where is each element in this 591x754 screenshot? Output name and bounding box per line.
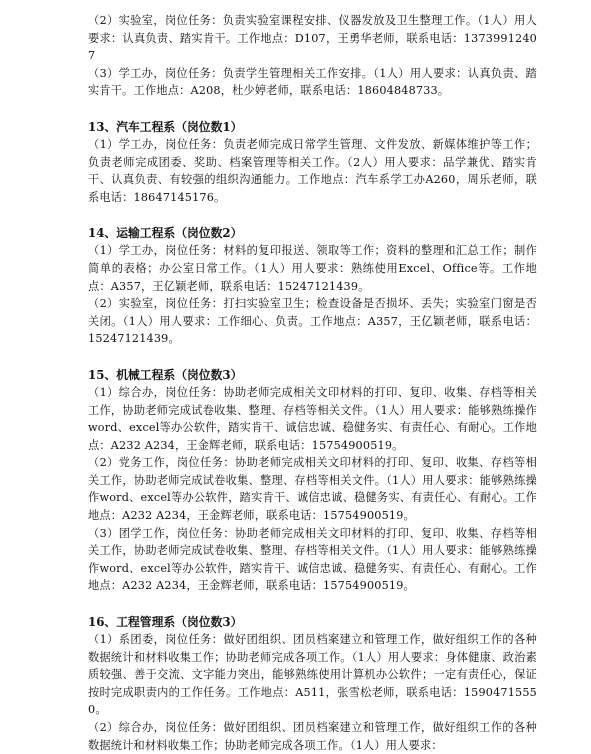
section-heading: 16、工程管理系（岗位数3）: [88, 615, 243, 630]
section-heading: 13、汽车工程系（岗位数1）: [88, 119, 243, 134]
section-automotive: [88, 118, 537, 206]
section-mechanical: [88, 366, 537, 595]
paragraph: （2）实验室，岗位任务：负责实验室课程安排、仪器发放及卫生整理工作。（1人）用人要求：认真负责、踏实肯干。工作地点：D107，王勇华老师，联系电话：13739912407: [88, 14, 537, 63]
section-engineering-management: [88, 613, 537, 754]
paragraph: （2）实验室，岗位任务：打扫实验室卫生；检查设备是否损坏、丢失；实验室门窗是否关闭。（1人）用人要求：工作细心、负责。工作地点：A357，王亿颖老师，联系电话：15247121439。: [88, 297, 537, 346]
section-heading: 14、运输工程系（岗位数2）: [88, 226, 243, 241]
paragraph: （2）综合办，岗位任务：做好团组织、团员档案建立和管理工作，做好组织工作的各种数据统计和材料收集工作；协助老师完成各项工作。（1人）用人要求：: [88, 721, 537, 752]
paragraph: （2）党务工作，岗位任务：协助老师完成相关文印材料的打印、复印、收集、存档等相关工作，协助老师完成试卷收集、整理、存档等相关文件。（1人）用人要求：能够熟练操作word、excel等办公软件，踏实肯干、诚信忠诚、稳健务实、有责任心、有耐心。工作地点：A232 A234，王金辉老师，联系电话：15754900519。: [88, 456, 537, 523]
paragraph: （1）学工办，岗位任务：材料的复印报送、领取等工作；资料的整理和汇总工作；制作简单的表格；办公室日常工作。（1人）用人要求：熟练使用Excel、Office等。工作地点：A357，王亿颖老师，联系电话：15247121439。: [88, 244, 537, 293]
paragraph: （3）团学工作，岗位任务：协助老师完成相关文印材料的打印、复印、收集、存档等相关工作，协助老师完成试卷收集、整理、存档等相关文件。（1人）用人要求：能够熟练操作word、excel等办公软件，踏实肯干、诚信忠诚、稳健务实、有责任心、有耐心。工作地点：A232 A234，王金辉老师，联系电话：15754900519。: [88, 526, 537, 593]
section-continued: [88, 12, 537, 100]
paragraph: （1）学工办，岗位任务：负责老师完成日常学生管理、文件发放、新媒体维护等工作；负责老师完成团委、奖助、档案管理等相关工作。（2人）用人要求：品学兼优、踏实肯干、认真负责、有较强的组织沟通能力。工作地点：汽车系学工办A260，周乐老师，联系电话：18647145176。: [88, 137, 537, 204]
section-transport: [88, 224, 537, 348]
section-heading: 15、机械工程系（岗位数3）: [88, 367, 243, 382]
paragraph: （3）学工办，岗位任务：负责学生管理相关工作安排。（1人）用人要求：认真负责、踏实肯干。工作地点：A208，杜少婷老师，联系电话：18604848733。: [88, 66, 537, 98]
paragraph: （1）综合办，岗位任务：协助老师完成相关文印材料的打印、复印、收集、存档等相关工作，协助老师完成试卷收集、整理、存档等相关文件。（1人）用人要求：能够熟练操作word、excel等办公软件，踏实肯干、诚信忠诚、稳健务实、有责任心、有耐心。工作地点：A232 A234，王金辉老师，联系电话：15754900519。: [88, 385, 537, 452]
paragraph: （1）系团委，岗位任务：做好团组织、团员档案建立和管理工作，做好组织工作的各种数据统计和材料收集工作；协助老师完成各项工作。（1人）用人要求：身体健康、政治素质较强、善于交流、文字能力突出，能够熟练使用计算机办公软件；一定有责任心，保证按时完成职责内的工作任务。工作地点：A511，张雪松老师，联系电话：15904715550。: [88, 633, 537, 717]
